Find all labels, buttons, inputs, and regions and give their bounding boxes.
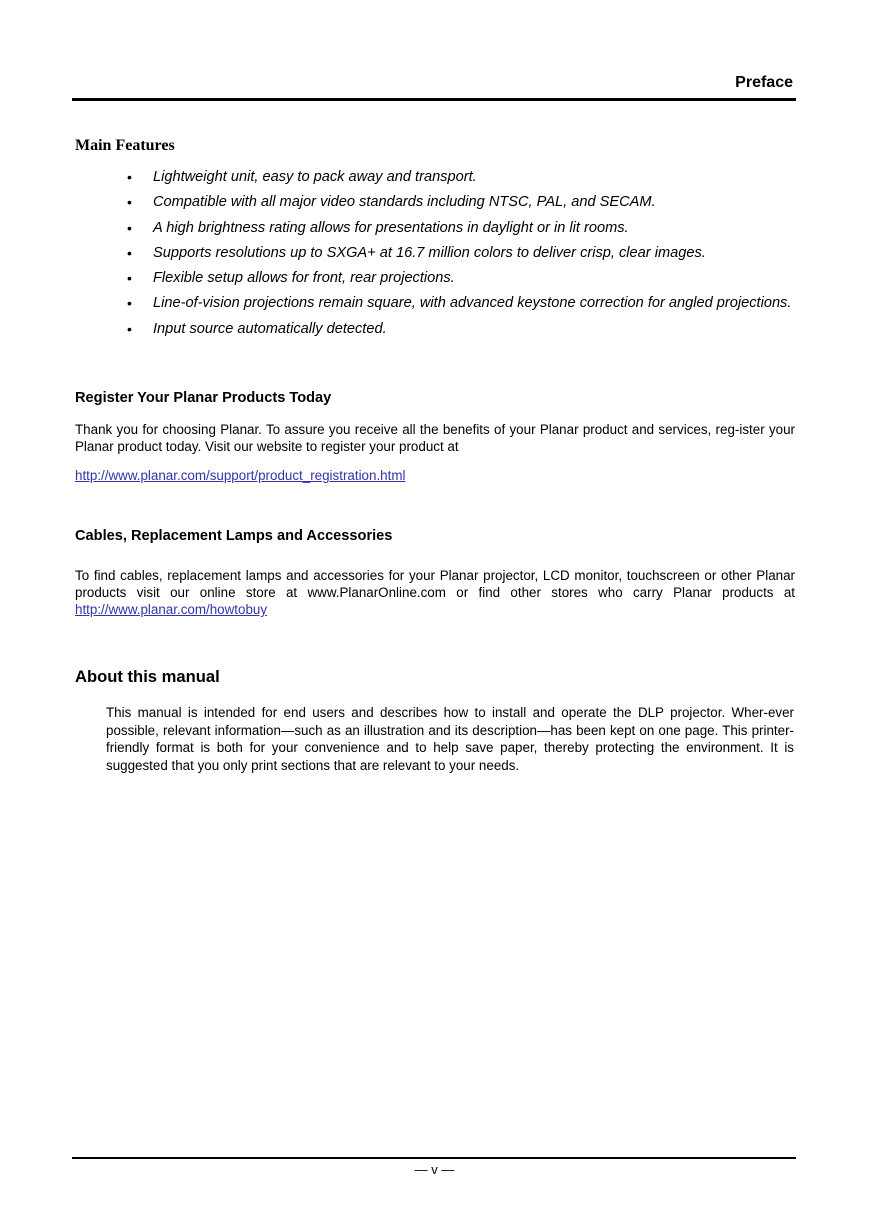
register-link-row [75, 467, 795, 484]
page-number: — v — [414, 1162, 455, 1177]
list-item: • Compatible with all major video standards including NTSC, PAL, and SECAM. [75, 193, 796, 211]
header-rule [72, 98, 796, 101]
list-item: • Line-of-vision projections remain square, with advanced keystone correction for angled projections. [75, 294, 796, 312]
howtobuy-link[interactable]: http://www.planar.com/howtobuy [75, 602, 268, 617]
about-paragraph: This manual is intended for end users and describes how to install and operate the DLP projector. Wher-ever possible, relevant information—such as an illustration and its description—has been kept on one page. This printer-friendly format is both for your convenience and to help save paper, thereby protecting the environment. It is suggested that you only print sections that are relevant to your needs. [106, 705, 794, 773]
list-item: • Supports resolutions up to SXGA+ at 16.7 million colors to deliver crisp, clear images. [75, 244, 796, 262]
list-item: • A high brightness rating allows for presentations in daylight or in lit rooms. [75, 219, 796, 237]
about-heading: About this manual [75, 667, 220, 686]
register-paragraph: Thank you for choosing Planar. To assure you receive all the benefits of your Planar product and services, reg-ister your Planar product today. Visit our website to register your product at [75, 422, 795, 454]
footer-rule [72, 1157, 796, 1159]
cables-heading: Cables, Replacement Lamps and Accessories [75, 528, 393, 544]
main-features-heading: Main Features [75, 137, 175, 154]
cables-paragraph [75, 567, 795, 618]
running-header: Preface [735, 74, 793, 91]
list-item: • Flexible setup allows for front, rear projections. [75, 269, 796, 287]
cables-body-text: To find cables, replacement lamps and accessories for your Planar projector, LCD monitor, touchscreen or other Planar products visit our online store at www.PlanarOnline.com or find other stores who carry Planar products at [75, 568, 795, 600]
registration-link[interactable]: http://www.planar.com/support/product_registration.html [75, 468, 406, 483]
register-heading: Register Your Planar Products Today [75, 390, 332, 406]
list-item: • Input source automatically detected. [75, 320, 796, 338]
features-list [75, 168, 796, 345]
list-item: • Lightweight unit, easy to pack away and transport. [75, 168, 796, 186]
